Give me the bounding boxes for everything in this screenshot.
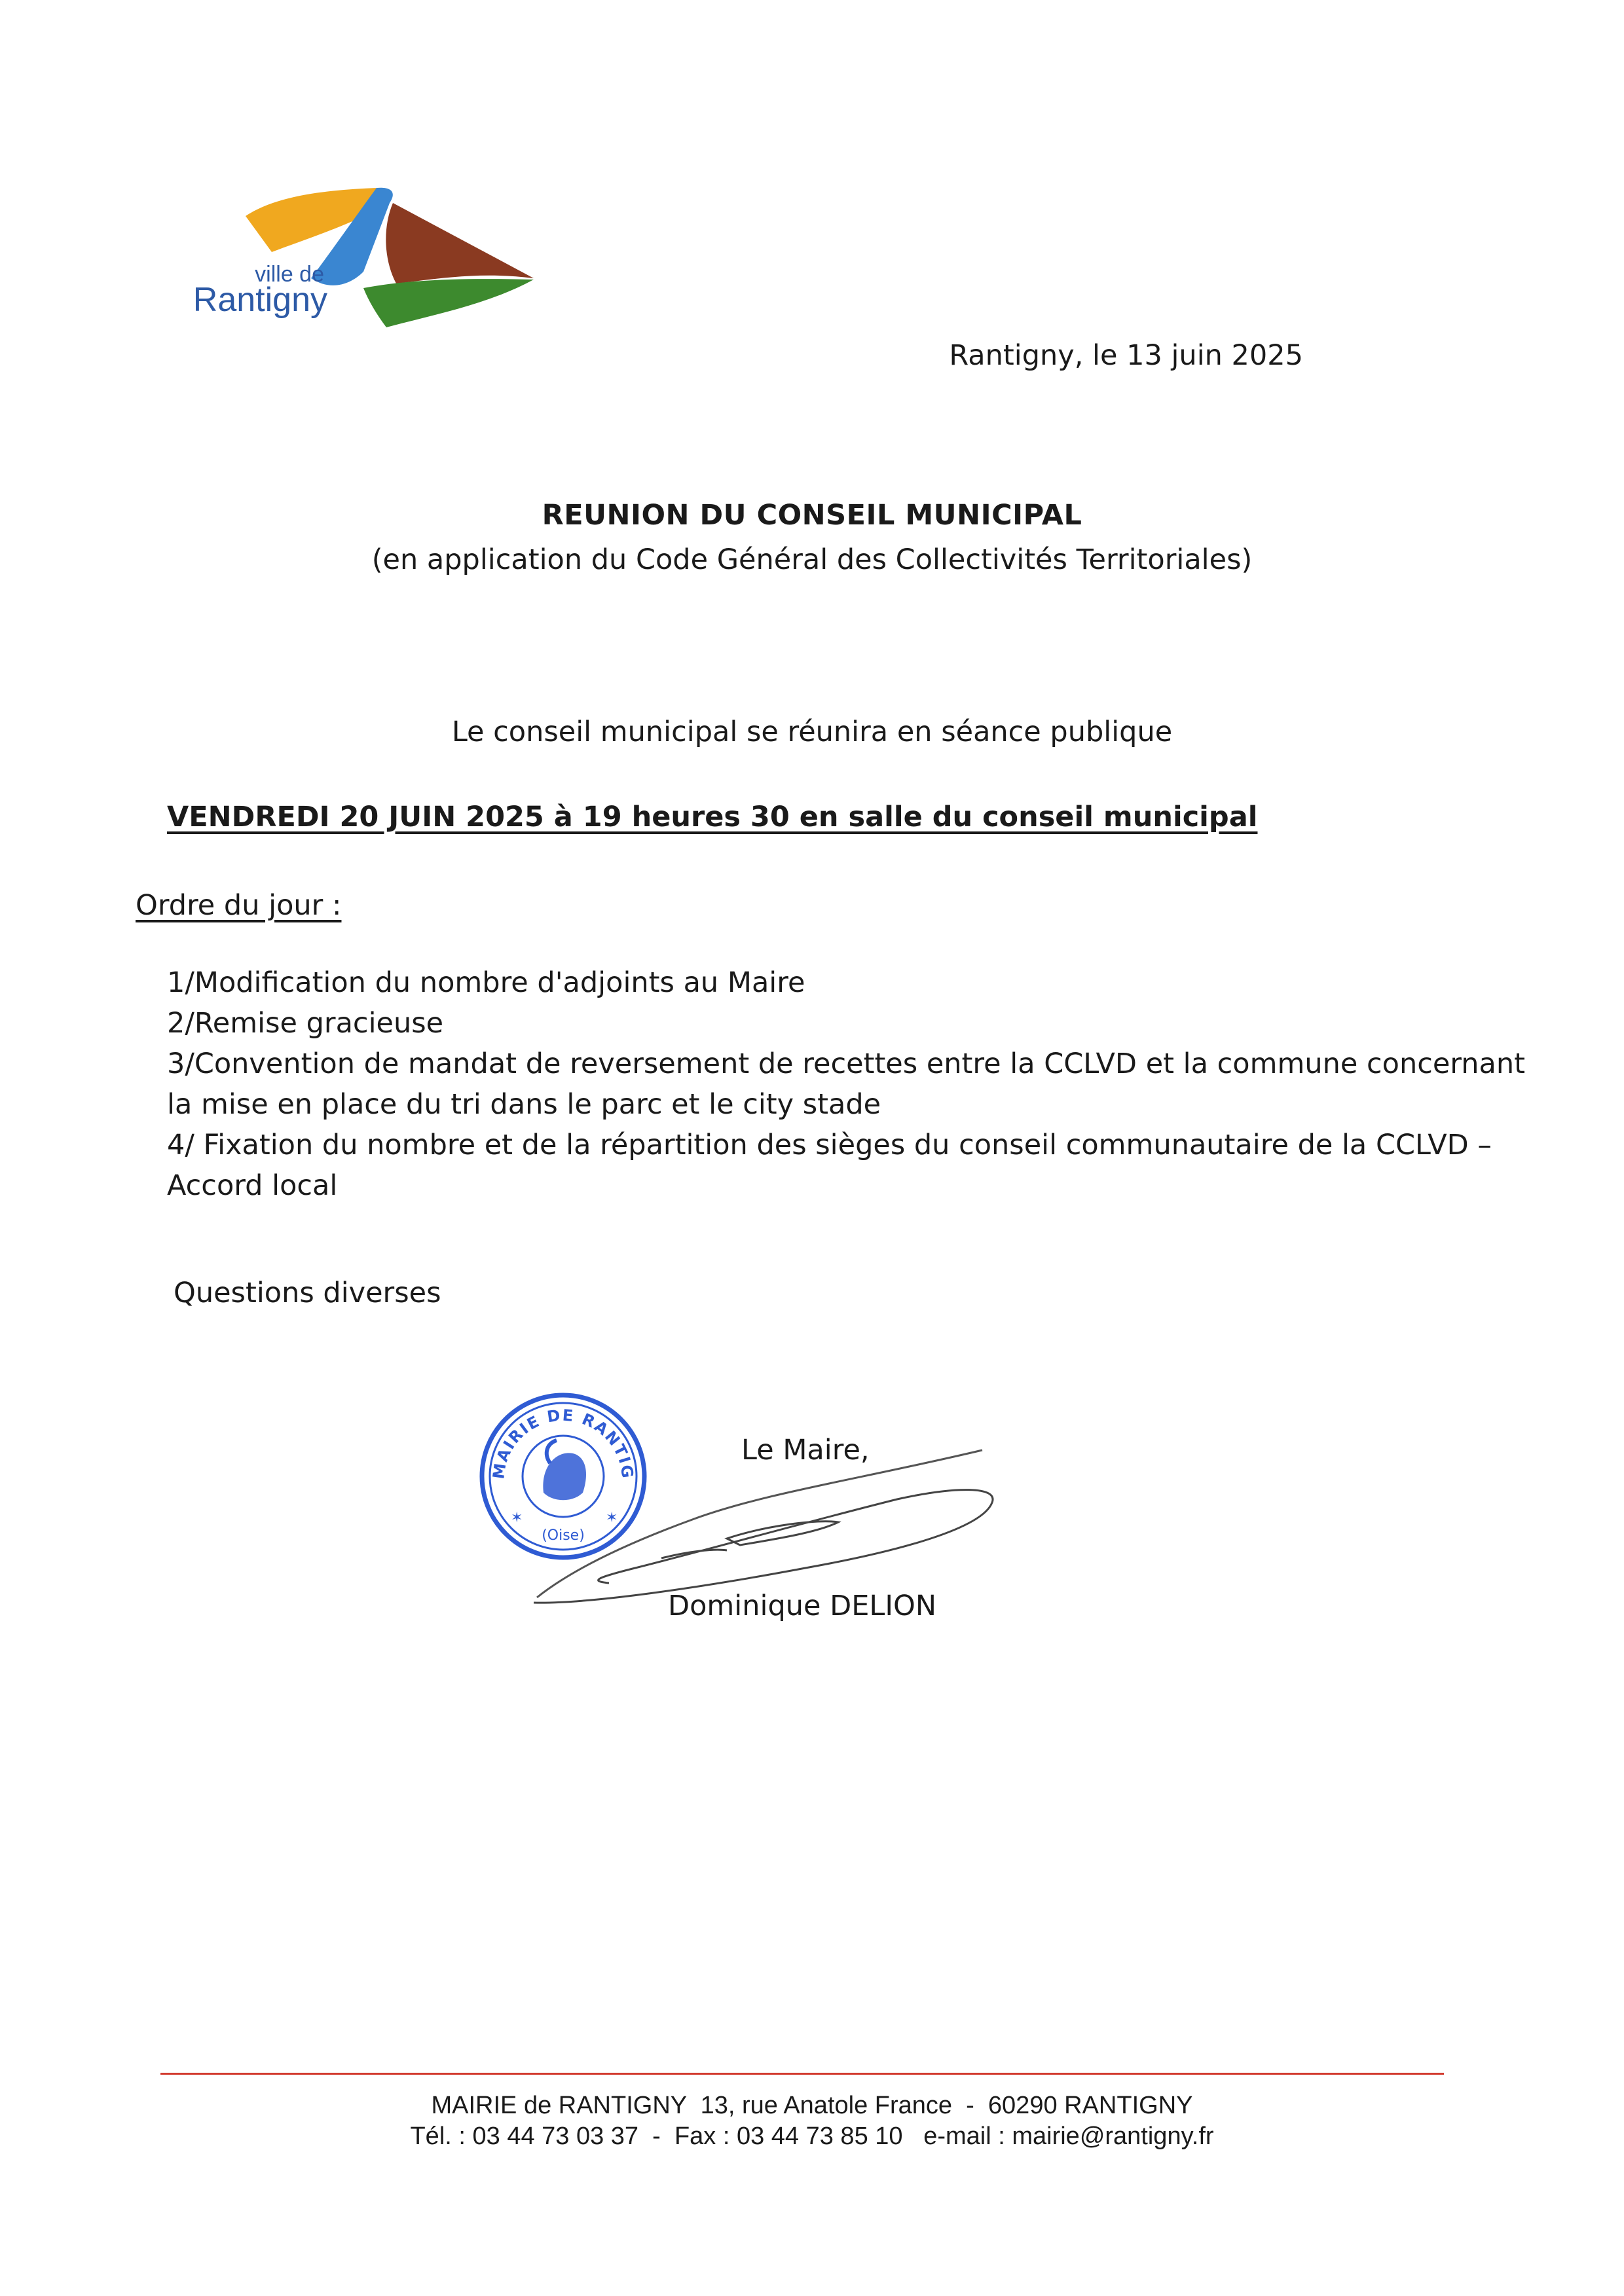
- agenda-line: 4/ Fixation du nombre et de la répartition des sièges du conseil communautaire de la CCLVD –: [167, 1129, 1492, 1161]
- logo-line2: Rantigny: [193, 281, 327, 319]
- letter-date: Rantigny, le 13 juin 2025: [949, 339, 1303, 372]
- footer-divider: [160, 2073, 1444, 2075]
- footer-street: 13, rue Anatole France - 60290 RANTIGNY: [700, 2092, 1193, 2119]
- footer-email: e-mail : mairie@rantigny.fr: [923, 2123, 1214, 2150]
- signatory-name: Dominique DELION: [668, 1590, 937, 1622]
- logo-line1: ville de: [255, 262, 324, 287]
- misc-questions: Questions diverses: [174, 1277, 441, 1309]
- agenda-line: Accord local: [167, 1169, 338, 1202]
- signature-role: Le Maire,: [741, 1434, 870, 1467]
- agenda-line: la mise en place du tri dans le parc et le city stade: [167, 1088, 881, 1121]
- agenda-heading: Ordre du jour :: [136, 889, 342, 922]
- footer-address: [0, 2092, 1624, 2120]
- footer-contact: [0, 2123, 1624, 2151]
- svg-text:✶: ✶: [511, 1510, 523, 1526]
- town-logo: [167, 180, 560, 337]
- svg-text:✶: ✶: [606, 1510, 618, 1526]
- footer-phone-fax: Tél. : 03 44 73 03 37 - Fax : 03 44 73 85 10: [410, 2123, 903, 2150]
- intro-text: Le conseil municipal se réunira en séance publique: [451, 716, 1173, 748]
- seal-text: MAIRIE DE RANTIG: [489, 1406, 637, 1480]
- footer-org: MAIRIE de RANTIGNY: [431, 2092, 687, 2119]
- document-title: REUNION DU CONSEIL MUNICIPAL: [542, 499, 1082, 532]
- agenda-line: 1/Modification du nombre d'adjoints au Maire: [167, 966, 805, 999]
- seal-subtext: (Oise): [542, 1527, 585, 1544]
- agenda-list: [167, 962, 1525, 1206]
- agenda-line: 2/Remise gracieuse: [167, 1007, 444, 1040]
- agenda-line: 3/Convention de mandat de reversement de recettes entre la CCLVD et la commune concernant: [167, 1048, 1525, 1080]
- meeting-datetime: VENDREDI 20 JUIN 2025 à 19 heures 30 en salle du conseil municipal: [167, 801, 1258, 833]
- document-subtitle: (en application du Code Général des Collectivités Territoriales): [371, 543, 1253, 576]
